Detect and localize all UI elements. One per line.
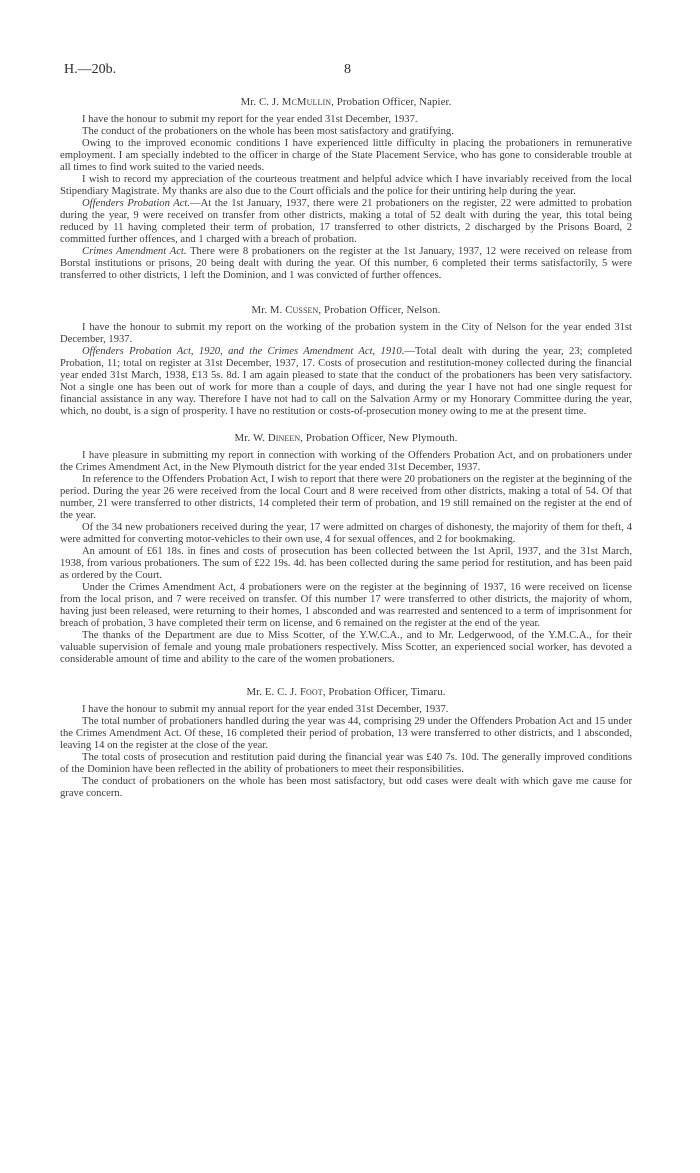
paragraph bbox=[60, 522, 632, 546]
officer-title-location: , Probation Officer, Timaru. bbox=[322, 686, 446, 698]
paragraph-text: There were 8 probationers on the register at the 1st January, 1937, 12 were received on release from Borstal institutions or prisons, 20 being dealt with during the year. Of this number, 6 completed their terms satisfactorily, 5 were transferred to other districts, 1 left the Dominion, and 1 was convicted of further offences. bbox=[60, 246, 633, 281]
paragraph-text: Of the 34 new probationers received during the year, 17 were admitted on charges of dishonesty, the majority of them for theft, 4 were admitted for converting motor-vehicles to their own use, 4 for sexual offences, and 2 for bookmaking. bbox=[60, 522, 632, 545]
paragraph-text: I wish to record my appreciation of the courteous treatment and helpful advice which I have invariably received from the local Stipendiary Magistrate. My thanks are also due to the Court officials and the police for their untiring help during the year. bbox=[60, 174, 632, 197]
paragraph bbox=[60, 450, 632, 474]
paragraph bbox=[60, 776, 632, 800]
paragraph-text: —At the 1st January, 1937, there were 21 probationers on the register, 22 were admitted to probation during the year, 9 were received on transfer from other districts, making a total of 52 dealt with during the year, this total being reduced by 11 having completed their term of probation, 17 transferred to other districts, 2 discharged by the Prisons Board, 2 committed further offences, and 1 charged with a breach of probation. bbox=[60, 198, 632, 245]
paragraph bbox=[60, 114, 632, 126]
section-heading bbox=[60, 304, 632, 316]
report-section bbox=[60, 96, 632, 282]
paragraph bbox=[60, 138, 632, 174]
paragraph-text: I have pleasure in submitting my report in connection with working of the Offenders Probation Act, and on probationers under the Crimes Amendment Act, in the New Plymouth district for the year ended 31st December, 1937. bbox=[60, 450, 632, 473]
officer-name: E. C. J. Foot bbox=[264, 686, 323, 698]
paragraph bbox=[60, 752, 632, 776]
paragraph bbox=[60, 582, 632, 630]
paragraph bbox=[60, 630, 632, 666]
paragraph-text: The conduct of probationers on the whole has been most satisfactory, but odd cases were dealt with which gave me cause for grave concern. bbox=[60, 776, 632, 799]
paragraph-text: —Total dealt with during the year, 23; completed Probation, 11; total on register at 31st December, 1937, 17. Costs of prosecution and restitution-money collected during the financial year ended 31st March, 1938, £13 5s. 8d. I am again pleased to state that the conduct of the probationers has been very satisfactory. Not a single one has been out of work for more than a couple of days, and during the year I have not had one single request for financial assistance in any way. Therefore I have not had to call on the Salvation Army or my Honorary Committee during the year, which, no doubt, is a sign of prosperity. I have no restitution or costs-of-prosecution money owing to me at the present time. bbox=[60, 346, 633, 417]
paragraph bbox=[60, 474, 632, 522]
officer-title-location: , Probation Officer, Nelson. bbox=[318, 304, 441, 316]
officer-title-location: , Probation Officer, New Plymouth. bbox=[300, 432, 458, 444]
officer-name: M. Cussen bbox=[269, 304, 319, 316]
paragraph-text: I have the honour to submit my report for the year ended 31st December, 1937. bbox=[82, 114, 418, 125]
section-heading bbox=[60, 686, 632, 698]
officer-name: C. J. McMullin bbox=[258, 96, 332, 108]
paragraph-text: Owing to the improved economic conditions I have experienced little difficulty in placing the probationers in remunerative employment. I am specially indebted to the officer in charge of the State Placement Service, who has gone to considerable trouble at all times to find work suited to the varied needs. bbox=[60, 138, 632, 173]
paragraph-text: The conduct of the probationers on the whole has been most satisfactory and gratifying. bbox=[82, 126, 454, 137]
page-number: 8 bbox=[344, 62, 351, 77]
paragraph-text: An amount of £61 18s. in fines and costs of prosecution has been collected between the 1st April, 1937, and the 31st March, 1938, from various probationers. The sum of £22 19s. 4d. has been collected during the same period for restitution, and has been paid as ordered by the Court. bbox=[60, 546, 632, 581]
paragraph bbox=[60, 322, 632, 346]
paragraph bbox=[60, 174, 632, 198]
paragraph-text: I have the honour to submit my annual report for the year ended 31st December, 1937. bbox=[82, 704, 449, 715]
paragraph bbox=[60, 546, 632, 582]
paragraph bbox=[60, 346, 632, 418]
paragraph bbox=[60, 716, 632, 752]
paragraph-lead: Crimes Amendment Act. bbox=[82, 246, 187, 257]
report-section bbox=[60, 304, 632, 418]
paragraph-text: The total costs of prosecution and restitution paid during the financial year was £40 7s. 10d. The generally improved conditions of the Dominion have been reflected in the ability of probationers to meet their responsibilities. bbox=[60, 752, 632, 775]
report-body bbox=[60, 96, 632, 800]
section-heading bbox=[60, 432, 632, 444]
paragraph-text: Under the Crimes Amendment Act, 4 probationers were on the register at the beginning of 1937, 16 were received on license from the local prison, and 7 were received on transfer. Of this number 17 were transferred to other districts, the majority of whom, having just been released, were returning to their homes, 1 absconded and was rearrested and sentenced to a term of imprisonment for breach of probation, 3 have completed their term on license, and 6 remained on the register at the end of the year. bbox=[60, 582, 632, 629]
report-section bbox=[60, 686, 632, 800]
paragraph-text: In reference to the Offenders Probation Act, I wish to report that there were 20 probationers on the register at the beginning of the period. During the year 26 were received from the local Court and 8 were received from other districts, making a total of 54. Of that number, 21 were transferred to other districts, 14 completed their term of probation, and 19 still remained on the register at the end of the year. bbox=[60, 474, 632, 521]
paragraph bbox=[60, 198, 632, 246]
section-heading bbox=[60, 96, 632, 108]
paragraph bbox=[60, 704, 632, 716]
section-heading-prefix: Mr. bbox=[251, 304, 270, 316]
officer-name: W. Dineen bbox=[252, 432, 301, 444]
section-heading-prefix: Mr. bbox=[240, 96, 259, 108]
report-section bbox=[60, 432, 632, 666]
page-header bbox=[64, 62, 640, 82]
paragraph-text: The thanks of the Department are due to Miss Scotter, of the Y.W.C.A., and to Mr. Ledgerwood, of the Y.M.C.A., for their valuable supervision of female and young male probationers respectively. Miss Scotter, an experienced social worker, has devoted a considerable amount of time and ability to the care of the women probationers. bbox=[60, 630, 632, 665]
paragraph bbox=[60, 246, 632, 282]
paragraph-lead: Offenders Probation Act. bbox=[82, 198, 191, 209]
report-code: H.—20b. bbox=[64, 62, 117, 77]
paragraph-text: The total number of probationers handled during the year was 44, comprising 29 under the Offenders Probation Act and 15 under the Crimes Amendment Act. Of these, 16 completed their period of probation, 13 were transferred to other districts, and 1 absconded, leaving 14 on the register at the close of the year. bbox=[60, 716, 632, 751]
paragraph-text: I have the honour to submit my report on the working of the probation system in the City of Nelson for the year ended 31st December, 1937. bbox=[60, 322, 632, 345]
section-heading-prefix: Mr. bbox=[234, 432, 253, 444]
section-heading-prefix: Mr. bbox=[246, 686, 265, 698]
officer-title-location: , Probation Officer, Napier. bbox=[331, 96, 452, 108]
paragraph-lead: Offenders Probation Act, 1920, and the Crimes Amendment Act, 1910. bbox=[82, 346, 405, 357]
paragraph bbox=[60, 126, 632, 138]
